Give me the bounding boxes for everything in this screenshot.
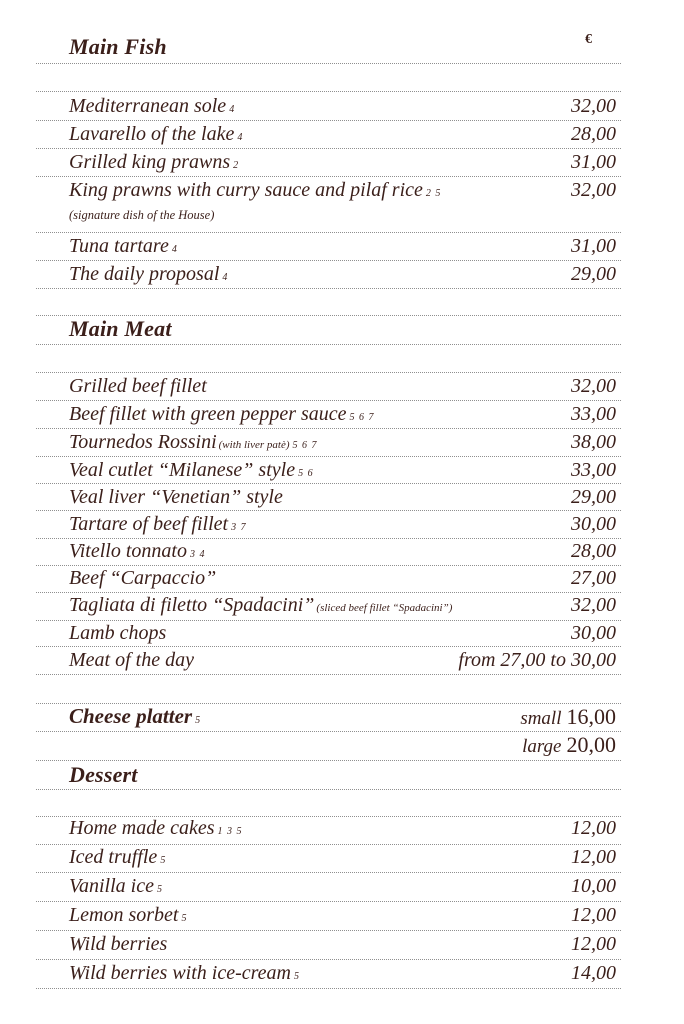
item-name: The daily proposal <box>69 263 220 285</box>
menu-item <box>69 235 616 261</box>
menu-item <box>69 904 616 930</box>
allergen-codes: 5 <box>156 884 163 895</box>
item-name: Beef fillet with green pepper sauce <box>69 403 347 425</box>
item-name: Tournedos Rossini <box>69 431 217 453</box>
item-price: 29,00 <box>571 486 616 508</box>
menu-item <box>69 151 616 177</box>
menu-item <box>69 95 616 121</box>
divider <box>36 872 621 873</box>
allergen-codes: 5 6 7 <box>292 440 318 451</box>
divider <box>36 344 621 345</box>
item-name: Tuna tartare <box>69 235 169 257</box>
allergen-codes: 4 <box>229 104 236 115</box>
allergen-codes: 4 <box>237 132 244 143</box>
item-name: Beef “Carpaccio” <box>69 567 217 589</box>
divider <box>36 148 621 149</box>
divider <box>36 901 621 902</box>
divider <box>36 456 621 457</box>
cheese-price-large <box>522 732 616 758</box>
menu-item <box>69 933 616 959</box>
divider <box>36 120 621 121</box>
item-name: Lavarello of the lake <box>69 123 235 145</box>
item-price: 31,00 <box>571 235 616 257</box>
item-price: 33,00 <box>571 403 616 425</box>
item-subtext: (sliced beef fillet “Spadacini”) <box>316 602 453 614</box>
menu-item <box>69 123 616 149</box>
divider <box>36 959 621 960</box>
menu-item <box>69 431 616 457</box>
item-price: 27,00 <box>571 567 616 589</box>
item-name: King prawns with curry sauce and pilaf rice <box>69 179 423 201</box>
item-price: 38,00 <box>571 431 616 453</box>
allergen-codes: 5 6 <box>298 468 314 479</box>
item-price: 28,00 <box>571 540 616 562</box>
menu-item <box>69 962 616 988</box>
divider <box>36 538 621 539</box>
allergen-codes: 5 6 7 <box>349 412 375 423</box>
divider <box>36 760 621 761</box>
divider <box>36 260 621 261</box>
menu-item <box>69 486 616 512</box>
item-name: Home made cakes <box>69 817 215 839</box>
item-price: 12,00 <box>571 846 616 868</box>
item-price: 10,00 <box>571 875 616 897</box>
allergen-codes: 3 7 <box>231 522 247 533</box>
item-note: (signature dish of the House) <box>69 208 215 222</box>
currency-symbol: € <box>585 32 592 47</box>
item-name: Wild berries <box>69 933 168 955</box>
divider <box>36 844 621 845</box>
item-name: Tagliata di filetto “Spadacini” <box>69 594 315 616</box>
item-name: Vitello tonnato <box>69 540 187 562</box>
size-label: small <box>520 708 562 729</box>
item-price: 32,00 <box>571 95 616 117</box>
divider <box>36 646 621 647</box>
item-price: 32,00 <box>571 179 616 201</box>
divider <box>36 428 621 429</box>
divider <box>36 988 621 989</box>
item-name: Mediterranean sole <box>69 95 227 117</box>
item-price: 28,00 <box>571 123 616 145</box>
item-price: 29,00 <box>571 263 616 285</box>
menu-item <box>69 263 616 289</box>
divider <box>36 400 621 401</box>
item-name: Veal liver “Venetian” style <box>69 486 283 508</box>
item-name: Wild berries with ice-cream <box>69 962 291 984</box>
allergen-codes: 5 <box>195 715 202 726</box>
item-price: 12,00 <box>571 817 616 839</box>
cheese-price-small <box>520 704 616 730</box>
divider <box>36 930 621 931</box>
divider <box>36 674 621 675</box>
item-name: Cheese platter <box>69 704 193 728</box>
item-price: 33,00 <box>571 459 616 481</box>
divider <box>36 288 621 289</box>
divider <box>36 565 621 566</box>
item-price: 30,00 <box>571 513 616 535</box>
menu-item <box>69 622 616 648</box>
item-price: 32,00 <box>571 375 616 397</box>
section-title-dessert: Dessert <box>69 762 138 787</box>
item-price: from 27,00 to 30,00 <box>458 649 616 671</box>
menu-item <box>69 459 616 485</box>
menu-item <box>69 403 616 429</box>
divider <box>36 232 621 233</box>
menu-item <box>69 179 616 205</box>
menu-item <box>69 846 616 872</box>
item-name: Iced truffle <box>69 846 158 868</box>
item-price: 32,00 <box>571 594 616 616</box>
divider <box>36 592 621 593</box>
item-price: 14,00 <box>571 962 616 984</box>
divider <box>36 63 621 64</box>
allergen-codes: 4 <box>222 272 229 283</box>
allergen-codes: 5 <box>181 913 188 924</box>
item-name: Grilled king prawns <box>69 151 231 173</box>
item-price: 12,00 <box>571 904 616 926</box>
divider <box>36 620 621 621</box>
menu-item <box>69 513 616 539</box>
item-price: 31,00 <box>571 151 616 173</box>
allergen-codes: 5 <box>160 855 167 866</box>
allergen-codes: 1 3 5 <box>217 826 243 837</box>
item-price: 20,00 <box>566 732 616 757</box>
allergen-codes: 3 4 <box>189 549 206 560</box>
size-label: large <box>522 736 562 757</box>
item-name: Lemon sorbet <box>69 904 179 926</box>
item-name: Tartare of beef fillet <box>69 513 229 535</box>
divider <box>36 91 621 92</box>
section-title-main-meat: Main Meat <box>69 316 172 341</box>
allergen-codes: 5 <box>294 971 300 982</box>
divider <box>36 789 621 790</box>
allergen-codes: 2 5 <box>425 188 442 199</box>
allergen-codes: 4 <box>171 244 178 255</box>
cheese-platter <box>69 704 201 729</box>
menu-item <box>69 567 616 593</box>
item-name: Vanilla ice <box>69 875 154 897</box>
menu-item <box>69 817 616 843</box>
item-name: Lamb chops <box>69 622 167 644</box>
item-name: Meat of the day <box>69 649 194 671</box>
item-price: 30,00 <box>571 622 616 644</box>
divider <box>36 510 621 511</box>
item-price: 12,00 <box>571 933 616 955</box>
divider <box>36 372 621 373</box>
menu-item <box>69 375 616 401</box>
allergen-codes: 2 <box>233 160 240 171</box>
divider <box>36 483 621 484</box>
menu-item <box>69 540 616 566</box>
section-title-main-fish: Main Fish <box>69 34 167 59</box>
item-name: Veal cutlet “Milanese” style <box>69 459 296 481</box>
menu-item <box>69 594 616 620</box>
item-name: Grilled beef fillet <box>69 375 207 397</box>
menu-item <box>69 649 616 675</box>
divider <box>36 176 621 177</box>
menu-item <box>69 875 616 901</box>
item-price: 16,00 <box>566 704 616 729</box>
item-subtext: (with liver patè) <box>218 439 290 451</box>
